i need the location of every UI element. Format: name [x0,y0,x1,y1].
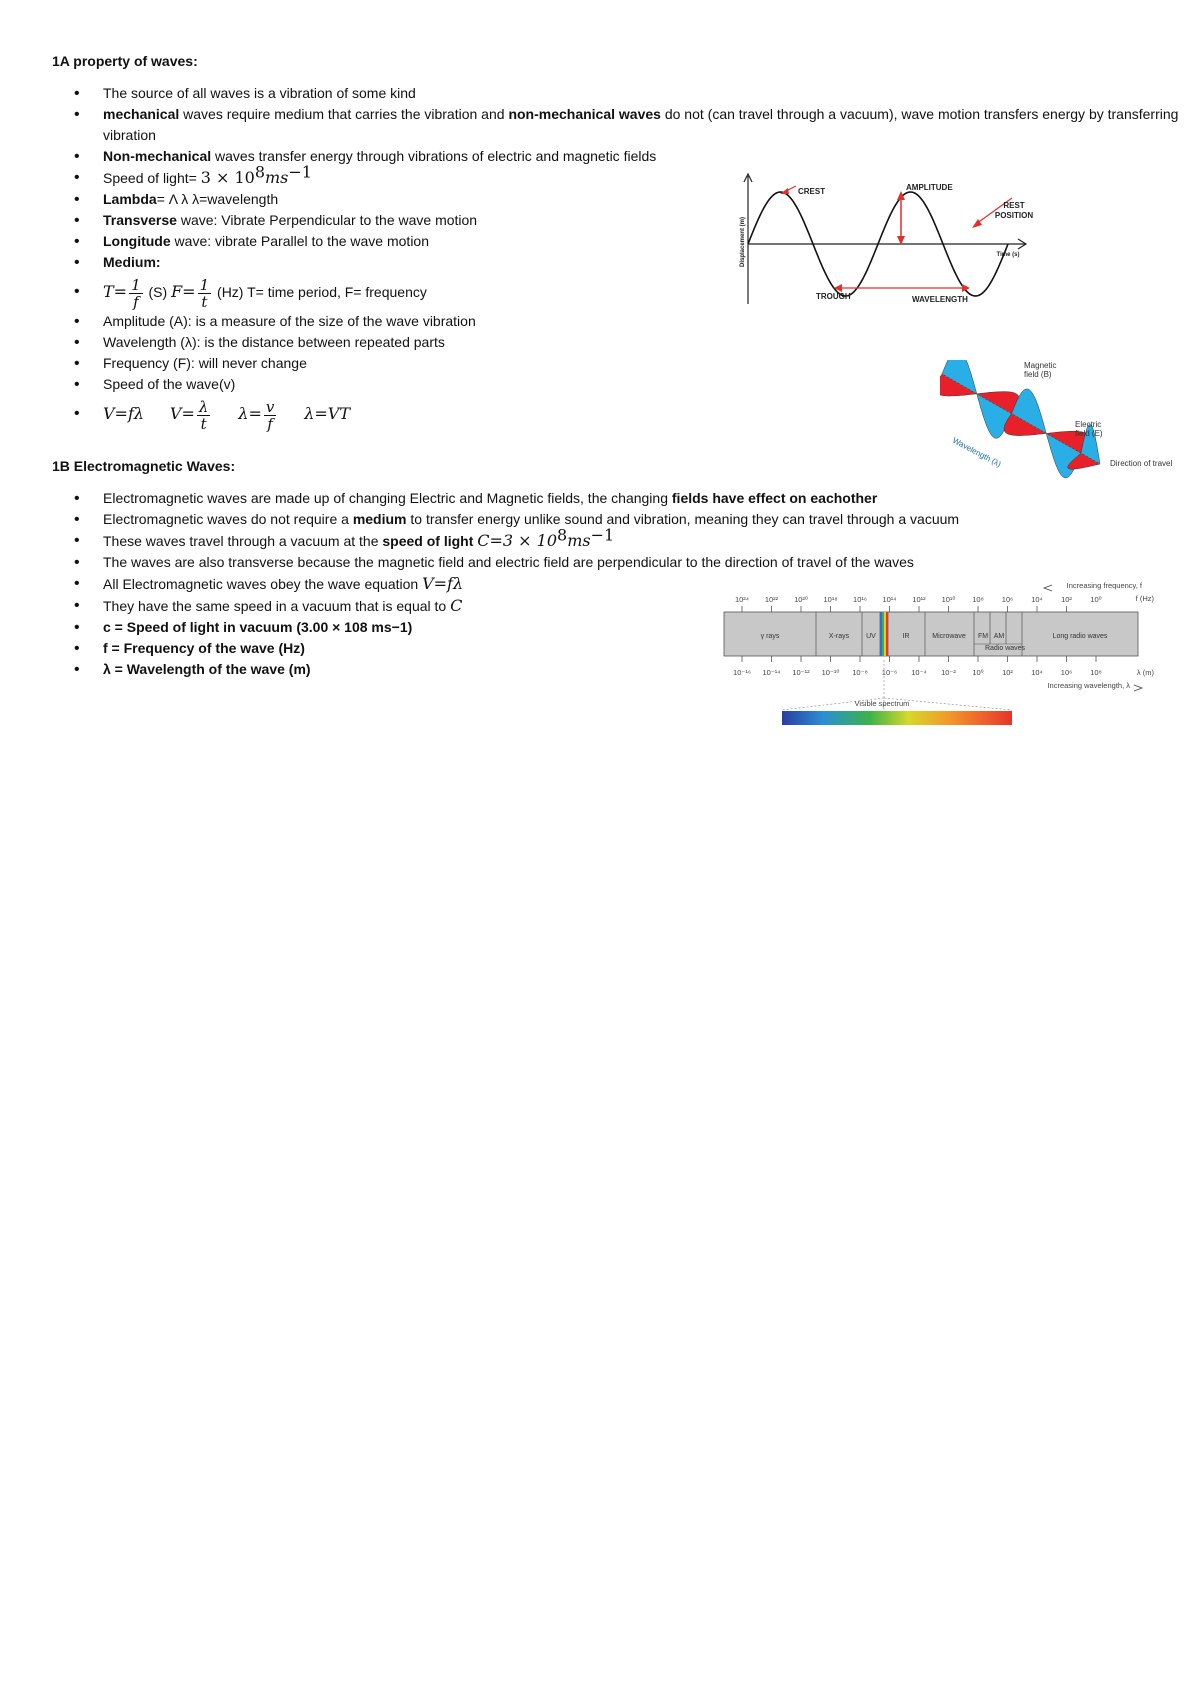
visible-stripe [886,612,888,656]
band-label: Microwave [932,633,966,640]
section-1a-heading: 1A property of waves: [52,53,198,69]
y-axis-label: Displacement (m) [740,216,746,268]
frequency-tick-label: 10¹⁸ [823,595,838,604]
wavelength-tick-label: 10⁰ [972,668,984,677]
rest-position-label: POSITION [994,211,1034,220]
wavelength-label: WAVELENGTH [912,295,968,304]
wavelength-tick-label: 10⁻⁴ [911,668,927,677]
radio-waves-label: Radio waves [984,645,1026,652]
transverse-wave-diagram [736,172,1040,308]
band-label: UV [866,633,876,640]
frequency-tick-label: 10¹⁰ [941,595,956,604]
band-label: AM [993,633,1005,640]
frequency-unit: f (Hz) [1135,594,1154,603]
wavelength-tick-label: 10⁻⁶ [881,668,898,677]
wavelength-ticks [733,656,1102,677]
visible-stripe [880,612,882,656]
wavelength-tick-label: 10² [1002,668,1013,677]
visible-spectrum-label: Visible spectrum [854,699,910,708]
list-item: • Transverse wave: Vibrate Perpendicular to the wave motion [0,210,1200,231]
wavelength-tick-label: 10⁻² [941,668,956,677]
rest-position-label: REST [1003,201,1025,210]
wavelength-tick-label: 10⁴ [1031,668,1043,677]
list-item: • Wavelength (λ): is the distance between repeated parts [0,332,1200,353]
frequency-tick-label: 10²⁰ [794,595,808,604]
list-item: • Medium: [0,252,1200,273]
list-item: • Speed of light= $3 \times 10^8ms^{-1}$ [0,167,1200,189]
left-arrow-icon [1044,585,1052,591]
frequency-tick-label: 10² [1061,595,1072,604]
band-label: γ rays [760,633,780,640]
arrow-head-icon [780,188,789,194]
amplitude-label: AMPLITUDE [906,183,953,192]
list-item: • Electromagnetic waves are made up of changing Electric and Magnetic fields, the changing fields have effect on eachother [0,488,1200,509]
band-label: FM [977,633,989,640]
electric-field-label: Electric [1075,420,1102,429]
list-item: • The waves are also transverse because the magnetic field and electric field are perpendicular to the direction of travel of the waves [0,552,1200,573]
electric-field-label: field (E) [1075,429,1103,438]
list-item: • mechanical waves require medium that carries the vibration and non-mechanical waves do not (can travel through a vacuum), wave motion transfers energy by transferring vibration [0,104,1200,146]
list-item: • Amplitude (A): is a measure of the size of the wave vibration [0,311,1200,332]
wavelength-tick-label: 10⁻¹⁰ [821,668,840,677]
x-axis-label: Time (s) [996,252,1020,258]
frequency-tick-label: 10²² [764,595,779,604]
increasing-frequency-label: Increasing frequency, f [1066,581,1142,590]
list-item-period-frequency: • T= $\frac{1}{f}$ (S) F= $\frac{1}{t}$ (Hz) T= time period, F= frequency [0,273,1200,311]
list-item-wave-equations: • V=fλ V= $\frac{\lambda}{t}$ λ= $\frac{v}{f}$ λ=VT [0,395,1200,433]
list-item: • The source of all waves is a vibration of some kind [0,83,1200,104]
fraction: $\frac{v}{f}$ [265,397,275,433]
list-item: • Non-mechanical waves transfer energy through vibrations of electric and magnetic fields [0,146,1200,167]
visible-spectrum-bar [782,711,1012,725]
right-arrow-icon [1134,685,1142,691]
frequency-tick-label: 10¹⁴ [882,595,897,604]
frequency-tick-label: 10⁰ [1090,595,1102,604]
frequency-tick-label: 10²⁴ [734,595,750,604]
wavelength-tick-label: 10⁻¹⁶ [733,668,751,677]
magnetic-field-label: field (B) [1024,370,1052,379]
list-item: • Frequency (F): will never change [0,353,1200,374]
section-1b-heading: 1B Electromagnetic Waves: [52,458,236,474]
list-item: • f = Frequency of the wave (Hz) [0,638,1200,659]
trough-label: TROUGH [816,292,851,301]
fraction: $\frac{1}{f}$ [131,275,141,311]
increasing-wavelength-label: Increasing wavelength, λ [1047,681,1130,690]
fraction: $\frac{\lambda}{t}$ [198,397,209,433]
list-item: • c = Speed of light in vacuum (3.00 × 108 ms−1) [0,617,1200,638]
wavelength-tick-label: 10⁸ [1090,668,1102,677]
wavelength-tick-label: 10⁶ [1060,668,1073,677]
wavelength-tick-label: 10⁻¹⁴ [762,668,781,677]
direction-of-travel-label: Direction of travel [1110,459,1173,468]
em-spectrum-diagram [722,580,1158,730]
frequency-tick-label: 10⁴ [1031,595,1043,604]
wavelength-tick-label: 10⁻¹² [792,668,810,677]
wavelength-unit: λ (m) [1136,668,1154,677]
visible-stripe [882,612,884,656]
fraction: $\frac{1}{t}$ [199,275,210,311]
band-label: IR [902,633,910,640]
list-item: • These waves travel through a vacuum at the speed of light $C=3 \times 10^8ms^{-1}$ [0,530,1200,552]
list-item: • Speed of the wave(v) [0,374,1200,395]
frequency-tick-label: 10¹² [912,595,926,604]
frequency-tick-label: 10¹⁶ [853,595,867,604]
list-item: • Lambda= Λ λ λ=wavelength [0,189,1200,210]
band-label: X-rays [828,633,850,640]
frequency-tick-label: 10⁶ [1001,595,1014,604]
band-label: Long radio waves [1052,633,1108,640]
list-item: • All Electromagnetic waves obey the wave equation V=fλ [0,573,1200,595]
frequency-tick-label: 10⁸ [972,595,984,604]
spectrum-bands [724,612,1138,656]
magnetic-field-label: Magnetic [1024,361,1057,370]
em-wavelength-label: Wavelength (λ) [951,435,1003,469]
frequency-ticks [735,595,1102,612]
wavelength-tick-label: 10⁻⁸ [852,668,868,677]
list-item: • Electromagnetic waves do not require a medium to transfer energy unlike sound and vibration, meaning they can travel through a vacuum [0,509,1200,530]
visible-stripe [884,612,886,656]
crest-label: CREST [798,187,826,196]
list-item: • λ = Wavelength of the wave (m) [0,659,1200,680]
em-wave-diagram [940,360,1180,492]
list-item: • They have the same speed in a vacuum that is equal to C [0,595,1200,617]
em-field-lobes [940,360,1100,478]
list-item: • Longitude wave: vibrate Parallel to the wave motion [0,231,1200,252]
